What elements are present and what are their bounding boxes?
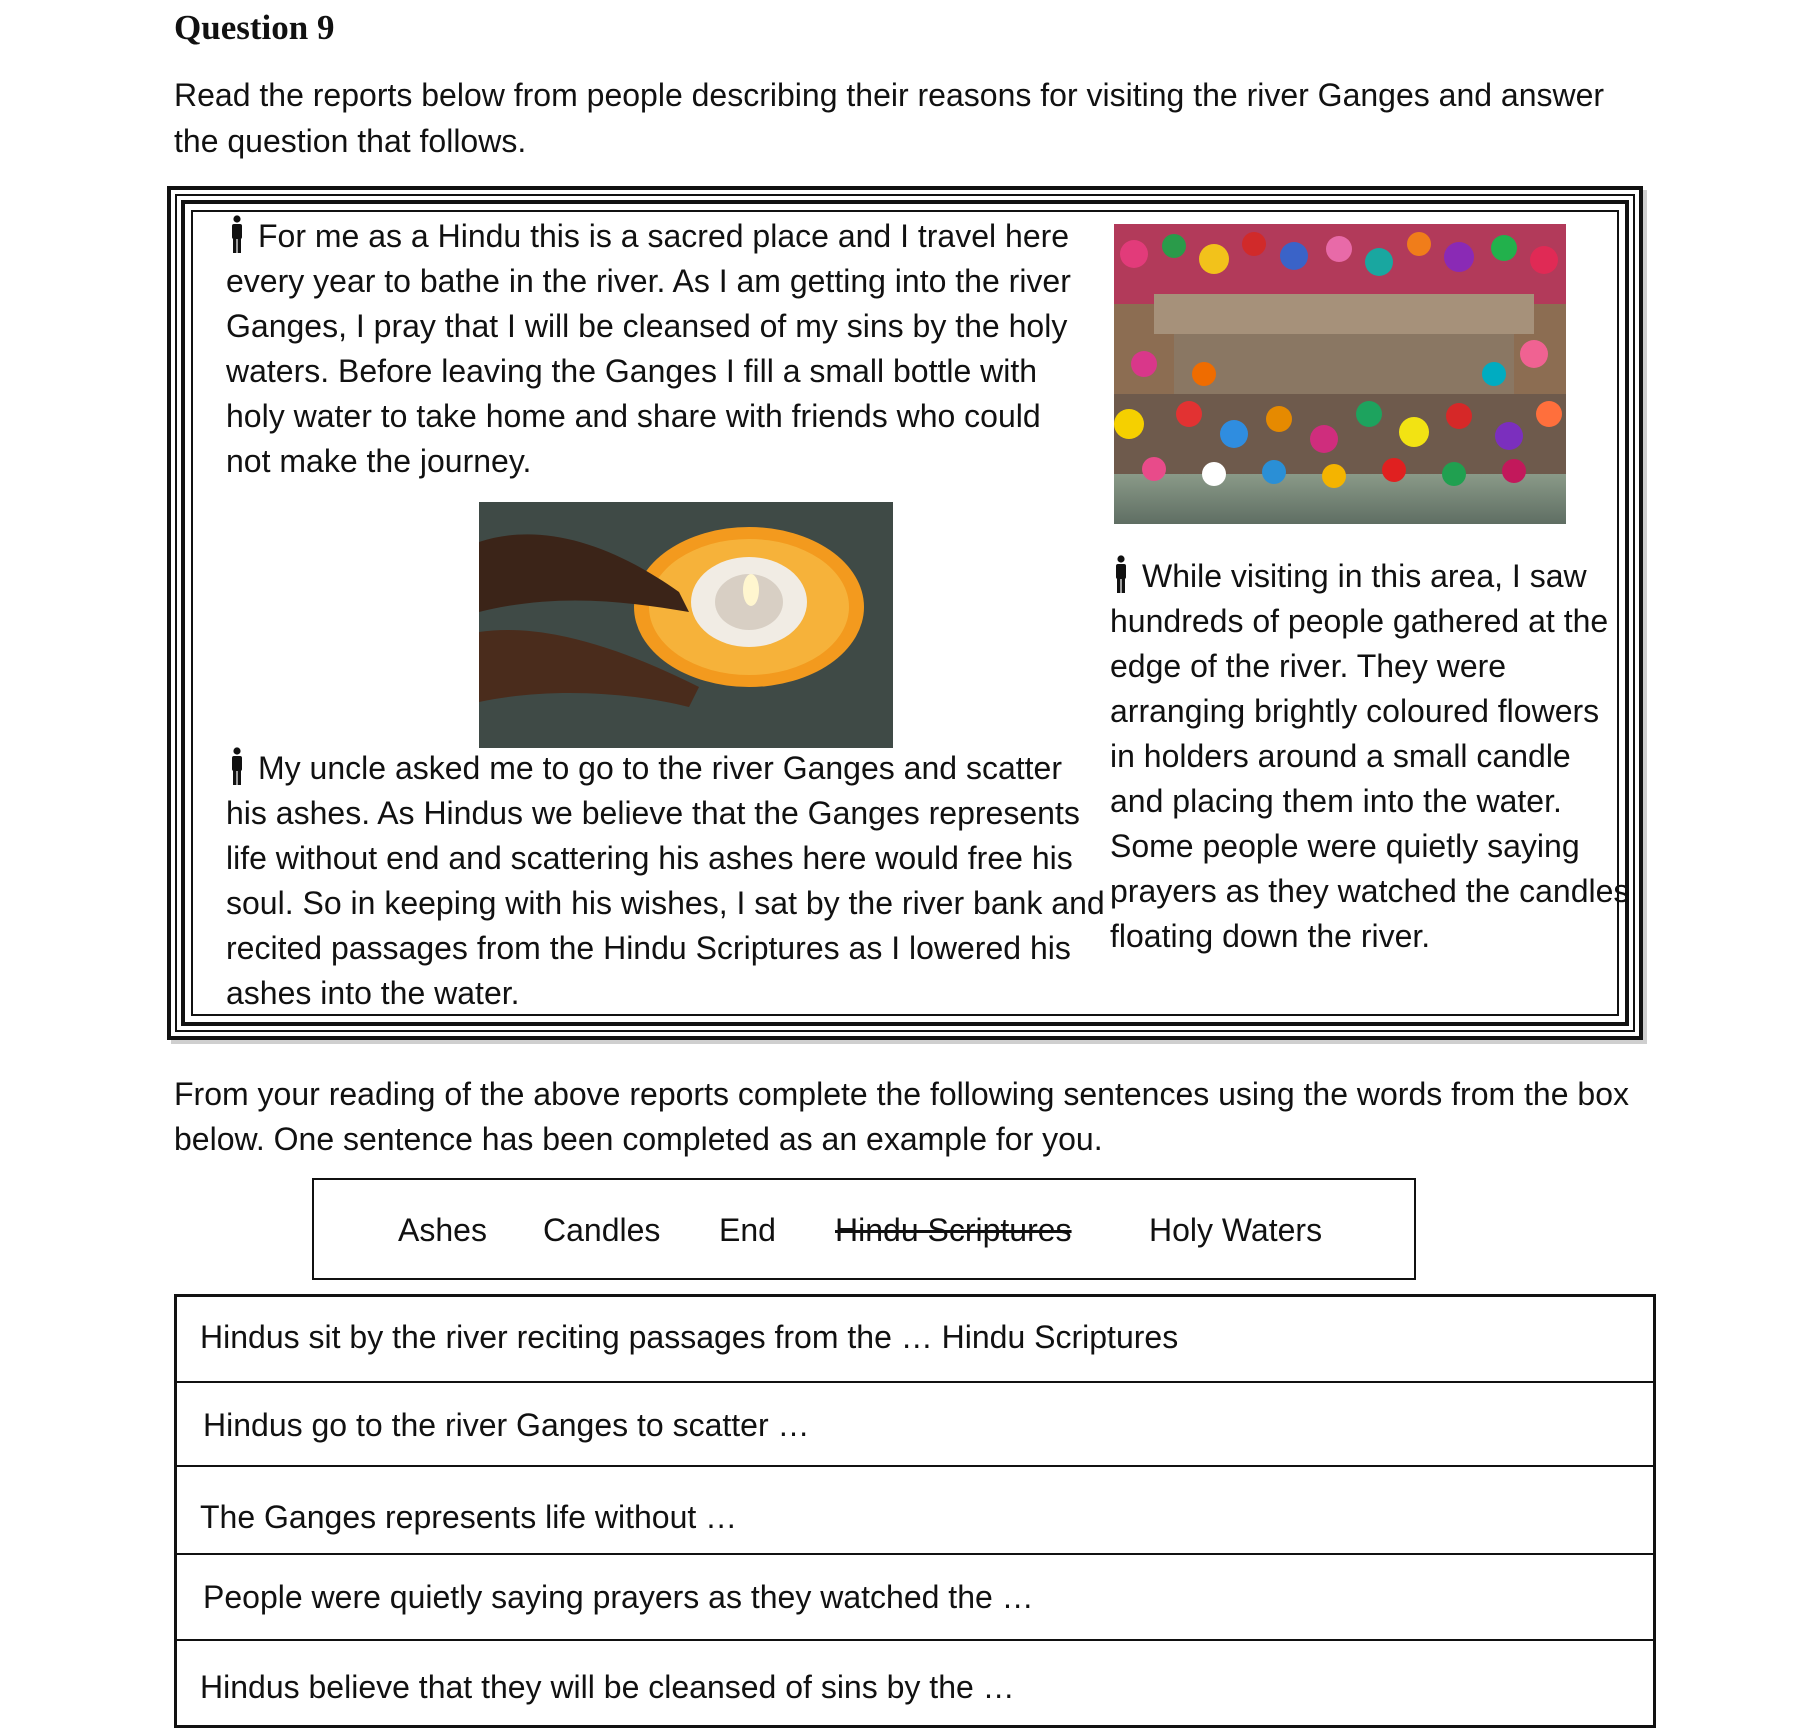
report-text: My uncle asked me to go to the river Ganges and scatter his ashes. As Hindus we believe that the Ganges represents life without end and scattering his ashes here would free his soul. So in keeping with his wishes, I sat by the river bank and recited passages from the Hindu Scriptures as I lowered his ashes into the water. — [226, 750, 1105, 1011]
word-ashes: Ashes — [398, 1212, 487, 1248]
report-hindu-pilgrim — [226, 214, 1076, 484]
report-text: While visiting in this area, I saw hundreds of people gathered at the edge of the river. They were arranging brightly coloured flowers in holders around a small candle and placing them into the water. Some people were quietly saying prayers as they watched the candles floating down the river. — [1110, 558, 1630, 954]
person-icon — [226, 747, 248, 785]
sentence-text: Hindus sit by the river reciting passages from the … Hindu Scriptures — [200, 1319, 1179, 1355]
question-title: Question 9 — [174, 8, 335, 47]
sentence-text: The Ganges represents life without … — [200, 1499, 738, 1535]
word-holy-waters: Holy Waters — [1149, 1212, 1323, 1248]
word-end: End — [719, 1212, 776, 1248]
sentence-row[interactable] — [177, 1641, 1653, 1728]
ganges-ghats-crowd-photo — [1114, 224, 1566, 524]
word-box — [312, 1178, 1416, 1280]
sentence-row[interactable] — [177, 1383, 1653, 1467]
sentence-text: Hindus believe that they will be cleansed of sins by the … — [200, 1669, 1015, 1705]
sentence-row[interactable] — [177, 1467, 1653, 1555]
sentence-row[interactable] — [177, 1555, 1653, 1641]
report-uncle-ashes — [226, 746, 1106, 1016]
report-text: For me as a Hindu this is a sacred place and I travel here every year to bathe in the river. As I am getting into the river Ganges, I pray that I will be cleansed of my sins by the holy waters. Before leaving the Ganges I fill a small bottle with holy water to take home and share with friends who could not make the journey. — [226, 218, 1071, 479]
person-icon — [226, 215, 248, 253]
word-hindu-scriptures-crossed: Hindu Scriptures — [835, 1212, 1072, 1248]
sentence-text: People were quietly saying prayers as they watched the … — [203, 1579, 1034, 1615]
intro-text: Read the reports below from people describing their reasons for visiting the river Ganges and answer the question that follows. — [174, 77, 1605, 159]
sentence-text: Hindus go to the river Ganges to scatter … — [203, 1407, 810, 1443]
person-icon — [1110, 555, 1132, 593]
instructions-text: From your reading of the above reports complete the following sentences using the words from the box below. One sentence has been completed as an example for you. — [174, 1076, 1629, 1157]
word-candles: Candles — [543, 1212, 661, 1248]
sentence-table — [174, 1294, 1656, 1728]
floating-candle-photo — [479, 502, 893, 748]
sentence-row[interactable] — [177, 1297, 1653, 1383]
report-visitor-candles — [1110, 554, 1630, 959]
